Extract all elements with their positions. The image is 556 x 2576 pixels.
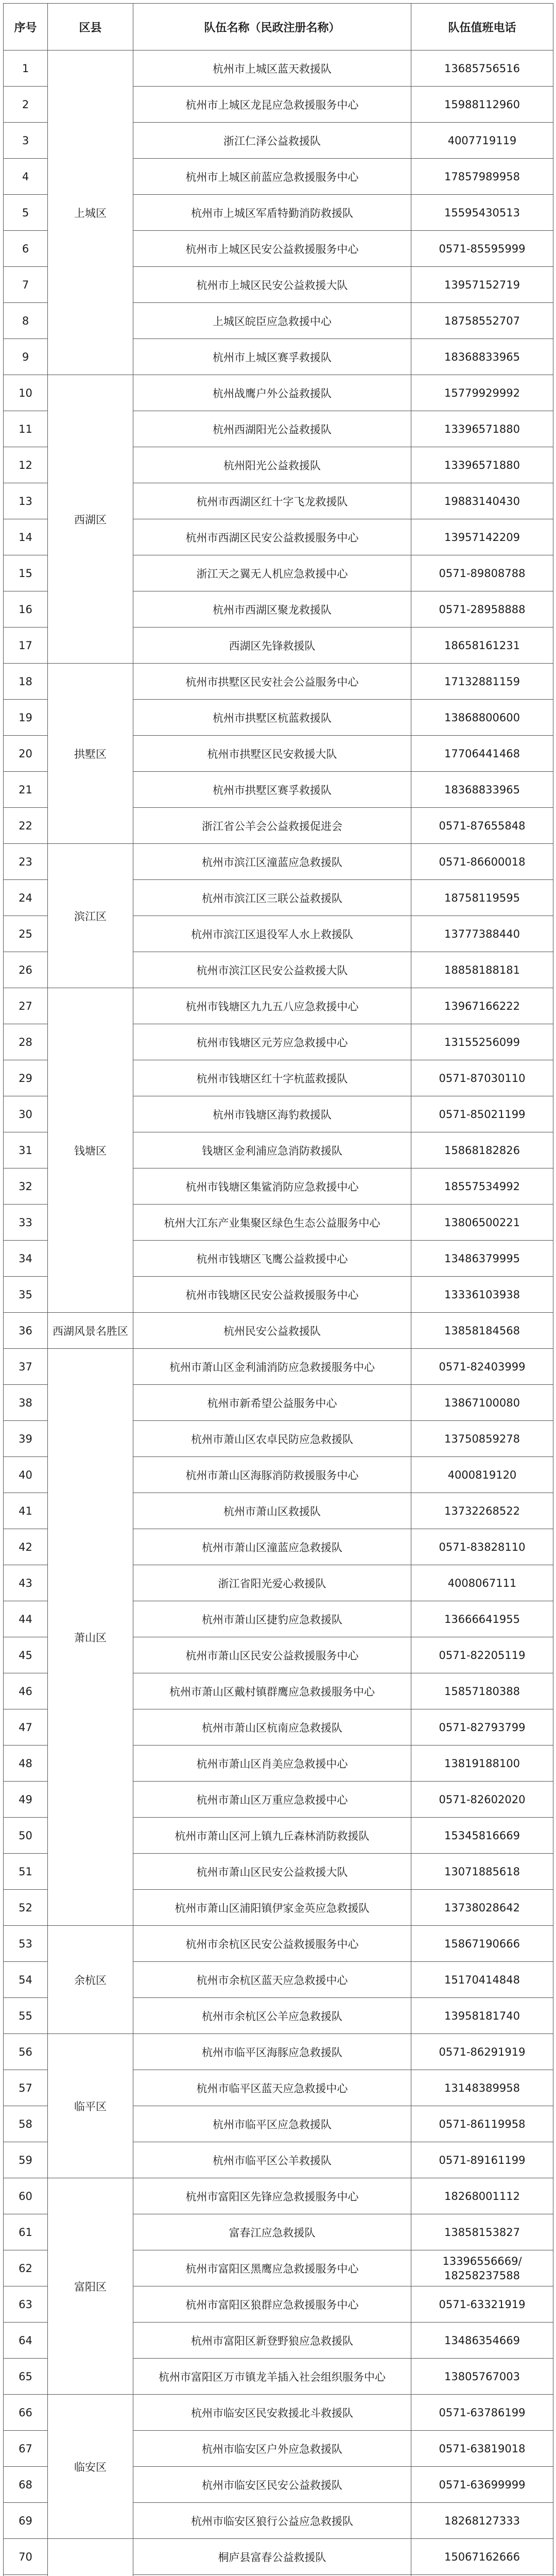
team-name: 杭州市余杭区蓝天应急救援中心 (133, 1962, 411, 1998)
team-phone: 13738028642 (411, 1890, 553, 1926)
team-name: 杭州市萧山区浦阳镇伊家金英应急救援队 (133, 1890, 411, 1926)
header-district: 区县 (48, 4, 133, 50)
team-phone: 4008067111 (411, 1565, 553, 1601)
row-seq: 20 (4, 736, 48, 772)
team-name: 杭州市富阳区新登野狼应急救援队 (133, 2323, 411, 2359)
team-phone: 15857180388 (411, 1673, 553, 1709)
district-cell: 富阳区 (48, 2178, 133, 2395)
team-phone: 13858184568 (411, 1313, 553, 1349)
row-seq: 69 (4, 2503, 48, 2539)
row-seq: 22 (4, 808, 48, 844)
district-cell: 临平区 (48, 2034, 133, 2178)
team-name: 杭州市拱墅区赛孚救援队 (133, 772, 411, 808)
district-cell: 萧山区 (48, 1349, 133, 1926)
row-seq: 1 (4, 50, 48, 87)
team-phone: 0571-82602020 (411, 1782, 553, 1818)
team-phone: 18268001112 (411, 2178, 553, 2214)
row-seq: 34 (4, 1241, 48, 1277)
team-name: 钱塘区金利浦应急消防救援队 (133, 1132, 411, 1168)
row-seq: 33 (4, 1205, 48, 1241)
row-seq: 25 (4, 916, 48, 952)
row-seq: 32 (4, 1168, 48, 1205)
team-phone: 18858188181 (411, 952, 553, 988)
row-seq: 23 (4, 844, 48, 880)
team-phone: 15595430513 (411, 195, 553, 231)
team-phone: 0571-82205119 (411, 1637, 553, 1673)
team-phone: 17132881159 (411, 664, 553, 700)
row-seq: 48 (4, 1745, 48, 1782)
team-name: 浙江省公羊会公益救援促进会 (133, 808, 411, 844)
team-phone: 0571-82403999 (411, 1349, 553, 1385)
row-seq: 68 (4, 2467, 48, 2503)
row-seq: 46 (4, 1673, 48, 1709)
row-seq: 47 (4, 1709, 48, 1745)
team-name: 杭州市余杭区民安公益救援服务中心 (133, 1926, 411, 1962)
team-name: 杭州市钱塘区民安公益救援服务中心 (133, 1277, 411, 1313)
team-phone: 18268127333 (411, 2503, 553, 2539)
team-phone: 13486354669 (411, 2323, 553, 2359)
team-phone: 0571-83828110 (411, 1529, 553, 1565)
team-name: 浙江天之翼无人机应急救援中心 (133, 555, 411, 591)
row-seq: 55 (4, 1998, 48, 2034)
team-name: 杭州市钱塘区集鲨消防应急救援中心 (133, 1168, 411, 1205)
district-cell: 上城区 (48, 50, 133, 375)
row-seq: 14 (4, 519, 48, 555)
team-phone: 18368833965 (411, 339, 553, 375)
header-row (4, 4, 553, 50)
team-name: 浙江省阳光爱心救援队 (133, 1565, 411, 1601)
team-name: 杭州市萧山区肖美应急救援中心 (133, 1745, 411, 1782)
row-seq: 31 (4, 1132, 48, 1168)
team-name: 杭州市富阳区狼群应急救援服务中心 (133, 2286, 411, 2323)
team-name: 杭州市萧山区民安公益救援服务中心 (133, 1637, 411, 1673)
row-seq: 36 (4, 1313, 48, 1349)
team-name: 杭州市上城区军盾特勤消防救援队 (133, 195, 411, 231)
team-phone: 13396571880 (411, 411, 553, 447)
team-phone: 18557534992 (411, 1168, 553, 1205)
team-phone: 4000819120 (411, 1457, 553, 1493)
team-name: 杭州市西湖区红十字飞龙救援队 (133, 483, 411, 519)
row-seq: 61 (4, 2214, 48, 2250)
team-name: 杭州市临平区公羊救援队 (133, 2142, 411, 2178)
team-phone: 0571-86600018 (411, 844, 553, 880)
team-phone: 13750859278 (411, 1421, 553, 1457)
team-name: 杭州市上城区前蓝应急救援服务中心 (133, 159, 411, 195)
row-seq: 3 (4, 123, 48, 159)
team-phone: 13336103938 (411, 1277, 553, 1313)
row-seq: 26 (4, 952, 48, 988)
row-seq: 67 (4, 2431, 48, 2467)
team-name: 杭州市西湖区聚龙救援队 (133, 591, 411, 628)
team-name: 杭州市上城区民安公益救援大队 (133, 267, 411, 303)
row-seq: 29 (4, 1060, 48, 1096)
team-name: 杭州市萧山区万重应急救援中心 (133, 1782, 411, 1818)
team-phone: 13148389958 (411, 2070, 553, 2106)
team-name: 杭州市钱塘区元芳应急救援中心 (133, 1024, 411, 1060)
team-name: 杭州市临安区户外应急救援队 (133, 2431, 411, 2467)
row-seq: 60 (4, 2178, 48, 2214)
row-seq: 64 (4, 2323, 48, 2359)
team-name: 杭州市西湖区民安公益救援服务中心 (133, 519, 411, 555)
row-seq: 5 (4, 195, 48, 231)
team-name: 杭州民安公益救援队 (133, 1313, 411, 1349)
header-team-name: 队伍名称（民政注册名称） (133, 4, 411, 50)
team-name: 杭州市滨江区民安公益救援大队 (133, 952, 411, 988)
team-phone: 0571-85595999 (411, 231, 553, 267)
team-name: 杭州市钱塘区九九五八应急救援中心 (133, 988, 411, 1024)
row-seq: 28 (4, 1024, 48, 1060)
team-name: 杭州市新希望公益服务中心 (133, 1385, 411, 1421)
row-seq: 43 (4, 1565, 48, 1601)
row-seq: 42 (4, 1529, 48, 1565)
row-seq: 16 (4, 591, 48, 628)
team-phone: 13732268522 (411, 1493, 553, 1529)
table-row (4, 50, 553, 87)
team-phone: 13957142209 (411, 519, 553, 555)
row-seq: 24 (4, 880, 48, 916)
team-phone: 19883140430 (411, 483, 553, 519)
team-phone: 15779929992 (411, 375, 553, 411)
team-name: 西湖区先锋救援队 (133, 628, 411, 664)
team-name: 桐庐县富春公益救援队 (133, 2539, 411, 2575)
team-name: 杭州市上城区龙昆应急救援服务中心 (133, 87, 411, 123)
team-name: 杭州市临安区民安公益救援队 (133, 2467, 411, 2503)
team-phone: 15345816669 (411, 1818, 553, 1854)
district-cell: 滨江区 (48, 844, 133, 988)
team-name: 杭州市萧山区民安公益救援大队 (133, 1854, 411, 1890)
phone-line: 18258237588 (444, 2269, 520, 2282)
team-name: 杭州市萧山区杭南应急救援队 (133, 1709, 411, 1745)
team-phone (411, 2250, 553, 2286)
team-phone: 15867190666 (411, 1926, 553, 1962)
table-row (4, 664, 553, 700)
team-phone: 0571-63321919 (411, 2286, 553, 2323)
team-name: 杭州市富阳区黑鹰应急救援服务中心 (133, 2250, 411, 2286)
team-name: 杭州市拱墅区民安社会公益服务中心 (133, 664, 411, 700)
team-name: 杭州市钱塘区海豹救援队 (133, 1096, 411, 1132)
district-cell: 钱塘区 (48, 988, 133, 1313)
team-name: 杭州阳光公益救援队 (133, 447, 411, 483)
district-cell: 西湖区 (48, 375, 133, 664)
team-phone: 13805767003 (411, 2359, 553, 2395)
row-seq: 11 (4, 411, 48, 447)
team-phone: 0571-89161199 (411, 2142, 553, 2178)
team-phone: 0571-86291919 (411, 2034, 553, 2070)
header-phone: 队伍值班电话 (411, 4, 553, 50)
team-phone: 18658161231 (411, 628, 553, 664)
row-seq: 52 (4, 1890, 48, 1926)
team-name: 浙江仁泽公益救援队 (133, 123, 411, 159)
team-phone: 15868182826 (411, 1132, 553, 1168)
team-phone: 15067162666 (411, 2539, 553, 2575)
table-row (4, 844, 553, 880)
team-phone: 13155256099 (411, 1024, 553, 1060)
row-seq: 65 (4, 2359, 48, 2395)
rescue-team-table (3, 3, 553, 2576)
table-row (4, 1349, 553, 1385)
team-name: 杭州市滨江区三联公益救援队 (133, 880, 411, 916)
team-phone: 13396571880 (411, 447, 553, 483)
row-seq: 39 (4, 1421, 48, 1457)
district-cell: 西湖风景名胜区 (48, 1313, 133, 1349)
phone-line: 13396556669/ (442, 2255, 522, 2267)
team-name: 杭州市萧山区农卓民防应急救援队 (133, 1421, 411, 1457)
table-body (4, 50, 553, 2576)
team-name: 杭州市萧山区潼蓝应急救援队 (133, 1529, 411, 1565)
team-name: 杭州西湖阳光公益救援队 (133, 411, 411, 447)
team-phone: 0571-87030110 (411, 1060, 553, 1096)
row-seq: 54 (4, 1962, 48, 1998)
team-phone: 15988112960 (411, 87, 553, 123)
team-phone: 18758119595 (411, 880, 553, 916)
team-name: 杭州市临平区蓝天应急救援中心 (133, 2070, 411, 2106)
team-phone: 0571-87655848 (411, 808, 553, 844)
team-name: 杭州市临平区海豚应急救援队 (133, 2034, 411, 2070)
team-name: 杭州市富阳区先锋应急救援服务中心 (133, 2178, 411, 2214)
team-phone: 0571-63699999 (411, 2467, 553, 2503)
team-name: 杭州市萧山区金利浦消防应急救援服务中心 (133, 1349, 411, 1385)
row-seq: 40 (4, 1457, 48, 1493)
team-name: 杭州战鹰户外公益救援队 (133, 375, 411, 411)
row-seq: 58 (4, 2106, 48, 2142)
row-seq: 9 (4, 339, 48, 375)
row-seq: 10 (4, 375, 48, 411)
row-seq: 19 (4, 700, 48, 736)
team-name: 杭州市临安区狼行公益应急救援队 (133, 2503, 411, 2539)
table-row (4, 1926, 553, 1962)
team-phone: 13486379995 (411, 1241, 553, 1277)
team-phone: 13958181740 (411, 1998, 553, 2034)
district-cell (48, 2539, 133, 2576)
table-row (4, 2034, 553, 2070)
table-row (4, 2395, 553, 2431)
row-seq: 57 (4, 2070, 48, 2106)
row-seq: 18 (4, 664, 48, 700)
team-phone: 15170414848 (411, 1962, 553, 1998)
team-name: 杭州市滨江区退役军人水上救援队 (133, 916, 411, 952)
team-phone: 4007719119 (411, 123, 553, 159)
team-phone: 13806500221 (411, 1205, 553, 1241)
row-seq: 7 (4, 267, 48, 303)
row-seq: 51 (4, 1854, 48, 1890)
team-phone: 18368833965 (411, 772, 553, 808)
table-row (4, 2178, 553, 2214)
team-phone: 0571-63786199 (411, 2395, 553, 2431)
table-row (4, 988, 553, 1024)
row-seq: 53 (4, 1926, 48, 1962)
team-name: 杭州市钱塘区红十字杭蓝救援队 (133, 1060, 411, 1096)
team-name: 杭州市拱墅区民安救援大队 (133, 736, 411, 772)
team-phone: 13868800600 (411, 700, 553, 736)
team-name: 杭州大江东产业集聚区绿色生态公益服务中心 (133, 1205, 411, 1241)
row-seq: 6 (4, 231, 48, 267)
team-phone: 13071885618 (411, 1854, 553, 1890)
row-seq: 59 (4, 2142, 48, 2178)
team-name: 杭州市上城区民安公益救援服务中心 (133, 231, 411, 267)
district-cell: 临安区 (48, 2395, 133, 2539)
team-name: 杭州市余杭区公羊应急救援队 (133, 1998, 411, 2034)
team-name: 杭州市上城区赛孚救援队 (133, 339, 411, 375)
team-phone: 17706441468 (411, 736, 553, 772)
team-phone: 0571-63819018 (411, 2431, 553, 2467)
table-row (4, 2539, 553, 2575)
team-phone: 13867100080 (411, 1385, 553, 1421)
team-name: 杭州市钱塘区飞鹰公益救援中心 (133, 1241, 411, 1277)
table-row (4, 1313, 553, 1349)
row-seq: 15 (4, 555, 48, 591)
row-seq: 2 (4, 87, 48, 123)
row-seq: 45 (4, 1637, 48, 1673)
team-phone: 13967166222 (411, 988, 553, 1024)
team-name: 杭州市萧山区救援队 (133, 1493, 411, 1529)
row-seq: 62 (4, 2250, 48, 2286)
team-name: 杭州市萧山区海豚消防救援服务中心 (133, 1457, 411, 1493)
team-phone: 13685756516 (411, 50, 553, 87)
team-phone: 0571-85021199 (411, 1096, 553, 1132)
team-phone: 13777388440 (411, 916, 553, 952)
team-phone: 0571-89808788 (411, 555, 553, 591)
row-seq: 44 (4, 1601, 48, 1637)
team-phone: 13957152719 (411, 267, 553, 303)
row-seq: 56 (4, 2034, 48, 2070)
team-name: 上城区皖臣应急救援中心 (133, 303, 411, 339)
district-cell: 拱墅区 (48, 664, 133, 844)
team-phone: 0571-28958888 (411, 591, 553, 628)
team-phone: 13819188100 (411, 1745, 553, 1782)
row-seq: 70 (4, 2539, 48, 2575)
team-name: 杭州市萧山区河上镇九丘森林消防救援队 (133, 1818, 411, 1854)
team-name: 杭州市临安区民安救援北斗救援队 (133, 2395, 411, 2431)
row-seq: 49 (4, 1782, 48, 1818)
team-name: 杭州市富阳区万市镇龙羊插入社会组织服务中心 (133, 2359, 411, 2395)
district-cell: 余杭区 (48, 1926, 133, 2034)
row-seq: 12 (4, 447, 48, 483)
team-name: 杭州市滨江区潼蓝应急救援队 (133, 844, 411, 880)
team-phone: 0571-82793799 (411, 1709, 553, 1745)
row-seq: 30 (4, 1096, 48, 1132)
row-seq: 13 (4, 483, 48, 519)
row-seq: 27 (4, 988, 48, 1024)
team-name: 杭州市临平区应急救援队 (133, 2106, 411, 2142)
row-seq: 63 (4, 2286, 48, 2323)
team-phone: 17857989958 (411, 159, 553, 195)
team-name: 杭州市拱墅区杭蓝救援队 (133, 700, 411, 736)
team-phone: 18758552707 (411, 303, 553, 339)
team-name: 杭州市萧山区戴村镇群鹰应急救援服务中心 (133, 1673, 411, 1709)
row-seq: 37 (4, 1349, 48, 1385)
row-seq: 41 (4, 1493, 48, 1529)
row-seq: 38 (4, 1385, 48, 1421)
row-seq: 35 (4, 1277, 48, 1313)
team-name: 杭州市上城区蓝天救援队 (133, 50, 411, 87)
team-name: 富春江应急救援队 (133, 2214, 411, 2250)
header-seq: 序号 (4, 4, 48, 50)
team-phone: 13858153827 (411, 2214, 553, 2250)
team-phone: 13666641955 (411, 1601, 553, 1637)
team-phone: 0571-86119958 (411, 2106, 553, 2142)
table-row (4, 375, 553, 411)
team-name: 杭州市萧山区捷豹应急救援队 (133, 1601, 411, 1637)
row-seq: 17 (4, 628, 48, 664)
row-seq: 4 (4, 159, 48, 195)
row-seq: 8 (4, 303, 48, 339)
row-seq: 66 (4, 2395, 48, 2431)
row-seq: 50 (4, 1818, 48, 1854)
row-seq: 21 (4, 772, 48, 808)
